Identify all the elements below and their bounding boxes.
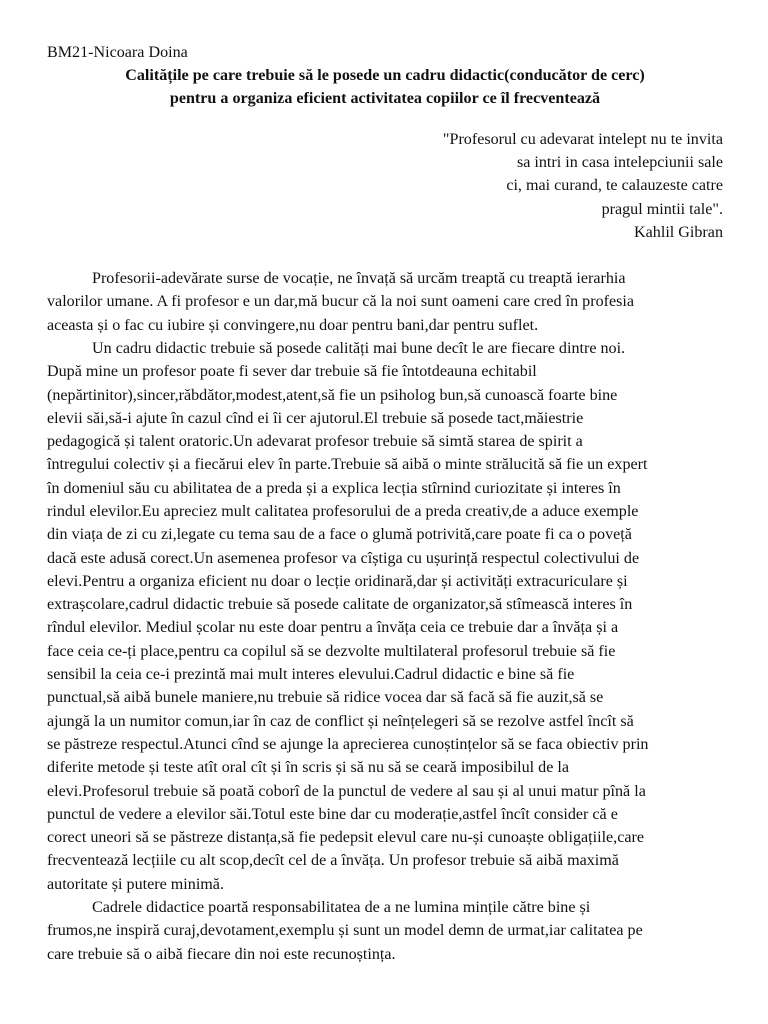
quote-attribution: Kahlil Gibran <box>634 223 723 241</box>
author-line: BM21-Nicoara Doina <box>47 44 188 61</box>
body-line: Profesorii-adevărate surse de vocație, ne învață să urcăm treaptă cu treaptă ierarhia <box>92 270 626 288</box>
body-line: rindul elevilor.Eu apreciez mult calitatea profesorului de a preda creativ,de a aduce exemple <box>47 502 639 520</box>
quote-line: sa intri in casa intelepciunii sale <box>516 154 723 172</box>
body-line: frumos,ne inspiră curaj,devotament,exemplu și sunt un model demn de urmat,iar calitatea pe <box>47 922 643 940</box>
document-title <box>47 64 723 110</box>
body-line: pedagogică și talent oratoric.Un adevarat profesor trebuie să simtă starea de spirit a <box>47 433 583 451</box>
body-line: aceasta și o fac cu iubire și convingere,nu doar pentru bani,dar pentru suflet. <box>47 316 539 334</box>
quote-line: "Profesorul cu adevarat intelept nu te invita <box>442 131 723 148</box>
quote-line: ci, mai curand, te calauzeste catre <box>506 177 723 195</box>
body-line: sensibil la ceia ce-i prezintă mai mult interes elevului.Cadrul didactic e bine să fie <box>47 666 575 684</box>
body-line: elevi.Pentru a organiza eficient nu doar o lecție oridinară,dar și activități extracuriculare și <box>47 572 628 590</box>
body-line: frecventează lecțiile cu alt scop,decît cel de a învăța. Un profesor trebuie să aibă maximă <box>47 852 619 870</box>
body-line: întregului colectiv și a fiecărui elev în parte.Trebuie să aibă o minte strălucită să fie un expert <box>47 456 648 474</box>
body-line: valorilor umane. A fi profesor e un dar,mă bucur că la noi sunt oameni care cred în profesia <box>47 293 635 311</box>
body-line: rîndul elevilor. Mediul școlar nu este doar pentru a învăța ceia ce trebuie dar a învăța și a <box>47 619 619 637</box>
body-line: se păstreze respectul.Atunci cînd se ajunge la aprecierea cunoștințelor să se faca obiectiv prin <box>47 735 649 753</box>
body-line: elevi.Profesorul trebuie să poată coborî de la punctul de vedere al sau și al unui matur pînă la <box>47 782 646 800</box>
body-line: în domeniul său cu abilitatea de a preda și a explica lecția stîrnind curiozitate și interes în <box>47 479 621 497</box>
body-line: extrașcolare,cadrul didactic trebuie să posede calitate de organizator,să stîmească interes în <box>47 596 633 614</box>
body-line: face ceia ce-ți place,pentru ca copilul să se dezvolte multilateral profesorul trebuie să fie <box>47 642 616 660</box>
body-line: diferite metode și teste atît oral cît și în scris și să nu să se ceară imposibilul de la <box>47 759 570 777</box>
epigraph-quote <box>47 128 723 244</box>
body-line: Cadrele didactice poartă responsabilitatea de a ne lumina mințile către bine și <box>92 899 591 917</box>
body-line: ajungă la un numitor comun,iar în caz de conflict și neînțelegeri să se rezolve astfel încît să <box>47 712 634 730</box>
title-line-2: pentru a organiza eficient activitatea copiilor ce îl frecventează <box>169 90 601 107</box>
body-line: elevii săi,să-i ajute în cazul cînd ei îi cer ajutorul.El trebuie să posede tact,măiestrie <box>47 409 584 427</box>
body-line: din viața de zi cu zi,legate cu tema sau de a face o glumă potrivită,care poate fi ca o poveță <box>47 526 632 544</box>
body-line: punctual,să aibă bunele maniere,nu trebuie să ridice vocea dar să facă să fie auzit,să se <box>47 689 604 707</box>
quote-line: pragul mintii tale". <box>601 200 723 218</box>
title-line-1: Calitățile pe care trebuie să le posede un cadru didactic(conducător de cerc) <box>125 67 645 84</box>
body-line: (nepărtinitor),sincer,răbdător,modest,atent,să fie un psiholog bun,să cunoască foarte bine <box>47 386 618 404</box>
body-text <box>47 267 723 966</box>
body-line: corect uneori să se păstreze distanța,să fie pedepsit elevul care nu-și cunoaște obligațiile,care <box>47 829 644 847</box>
body-line: Un cadru didactic trebuie să posede calități mai bune decît le are fiecare dintre noi. <box>92 339 626 357</box>
body-line: punctul de vedere a elevilor săi.Totul este bine dar cu moderație,astfel încît consider că e <box>47 805 618 823</box>
body-line: care trebuie să o aibă fiecare din noi este recunoștința. <box>47 945 396 963</box>
body-line: autoritate și putere minimă. <box>47 875 224 893</box>
body-line: dacă este adusă corect.Un asemenea profesor va cîștiga cu ușurință respectul colectivului de <box>47 549 640 567</box>
body-line: După mine un profesor poate fi sever dar trebuie să fie întotdeauna echitabil <box>47 363 537 381</box>
